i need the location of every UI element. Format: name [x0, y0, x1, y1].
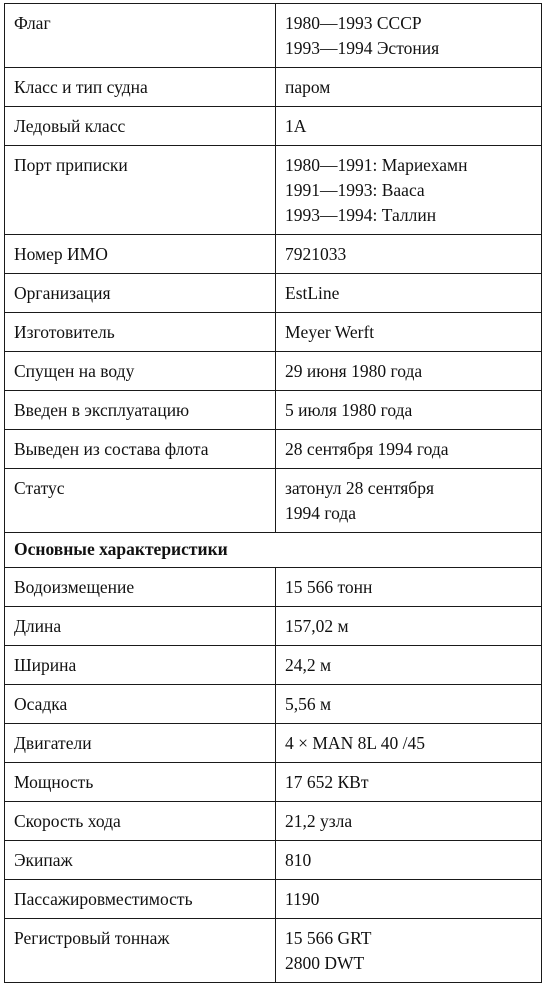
row-value	[276, 685, 542, 724]
value-line: 29 июня 1980 года	[285, 361, 423, 381]
value-line: 5 июля 1980 года	[285, 400, 413, 420]
value-line: 810	[285, 850, 312, 870]
value-line: 157,02 м	[285, 616, 349, 636]
value-line: 21,2 узла	[285, 811, 353, 831]
value-line: 1993—1994: Таллин	[285, 205, 437, 225]
row-label: Длина	[5, 607, 276, 646]
row-label: Скорость хода	[5, 802, 276, 841]
table-row	[5, 146, 542, 235]
row-value	[276, 763, 542, 802]
row-value	[276, 4, 542, 68]
row-label: Ширина	[5, 646, 276, 685]
row-label: Статус	[5, 469, 276, 533]
row-value	[276, 352, 542, 391]
value-line: 17 652 КВт	[285, 772, 369, 792]
row-value	[276, 841, 542, 880]
row-value	[276, 802, 542, 841]
row-value	[276, 880, 542, 919]
table-row	[5, 430, 542, 469]
table-row	[5, 646, 542, 685]
row-label: Порт приписки	[5, 146, 276, 235]
row-label: Флаг	[5, 4, 276, 68]
row-label: Спущен на воду	[5, 352, 276, 391]
row-label: Класс и тип судна	[5, 68, 276, 107]
table-row	[5, 235, 542, 274]
value-line: затонул 28 сентября	[285, 478, 435, 498]
value-line: 28 сентября 1994 года	[285, 439, 449, 459]
table-row	[5, 880, 542, 919]
row-label: Ледовый класс	[5, 107, 276, 146]
row-label: Двигатели	[5, 724, 276, 763]
row-value	[276, 724, 542, 763]
row-label: Мощность	[5, 763, 276, 802]
table-row	[5, 352, 542, 391]
row-label: Изготовитель	[5, 313, 276, 352]
value-line: 24,2 м	[285, 655, 332, 675]
table-row	[5, 391, 542, 430]
row-label: Выведен из состава флота	[5, 430, 276, 469]
value-line: 1190	[285, 889, 320, 909]
value-line: 2800 DWT	[285, 953, 365, 973]
table-row	[5, 469, 542, 533]
value-line: Meyer Werft	[285, 322, 375, 342]
row-label: Организация	[5, 274, 276, 313]
row-value	[276, 274, 542, 313]
value-line: 15 566 GRT	[285, 928, 372, 948]
table-row	[5, 685, 542, 724]
row-value	[276, 107, 542, 146]
section-header-row	[5, 533, 542, 568]
ship-info-table-body	[5, 4, 542, 983]
row-label: Введен в эксплуатацию	[5, 391, 276, 430]
row-value	[276, 607, 542, 646]
row-value	[276, 469, 542, 533]
table-row	[5, 607, 542, 646]
table-row	[5, 568, 542, 607]
value-line: 7921033	[285, 244, 347, 264]
row-label: Экипаж	[5, 841, 276, 880]
table-row	[5, 919, 542, 983]
row-value	[276, 391, 542, 430]
table-row	[5, 4, 542, 68]
table-row	[5, 724, 542, 763]
value-line: 15 566 тонн	[285, 577, 373, 597]
row-value	[276, 235, 542, 274]
value-line: 1994 года	[285, 503, 357, 523]
table-row	[5, 274, 542, 313]
table-row	[5, 107, 542, 146]
table-row	[5, 802, 542, 841]
row-label: Регистровый тоннаж	[5, 919, 276, 983]
row-value	[276, 568, 542, 607]
value-line: 1993—1994 Эстония	[285, 38, 440, 58]
row-value	[276, 430, 542, 469]
value-line: паром	[285, 77, 331, 97]
ship-info-table	[4, 3, 542, 983]
value-line: 1991—1993: Вааса	[285, 180, 425, 200]
value-line: 4 × MAN 8L 40 /45	[285, 733, 425, 753]
row-label: Пассажировместимость	[5, 880, 276, 919]
value-line: EstLine	[285, 283, 340, 303]
row-label: Водоизмещение	[5, 568, 276, 607]
value-line: 1А	[285, 116, 307, 136]
table-row	[5, 68, 542, 107]
section-title: Основные характеристики	[5, 533, 542, 568]
table-row	[5, 763, 542, 802]
row-value	[276, 146, 542, 235]
row-value	[276, 68, 542, 107]
value-line: 1980—1993 СССР	[285, 13, 422, 33]
row-label: Номер ИМО	[5, 235, 276, 274]
value-line: 5,56 м	[285, 694, 332, 714]
value-line: 1980—1991: Мариехамн	[285, 155, 468, 175]
row-value	[276, 646, 542, 685]
row-label: Осадка	[5, 685, 276, 724]
row-value	[276, 919, 542, 983]
row-value	[276, 313, 542, 352]
table-row	[5, 841, 542, 880]
table-row	[5, 313, 542, 352]
